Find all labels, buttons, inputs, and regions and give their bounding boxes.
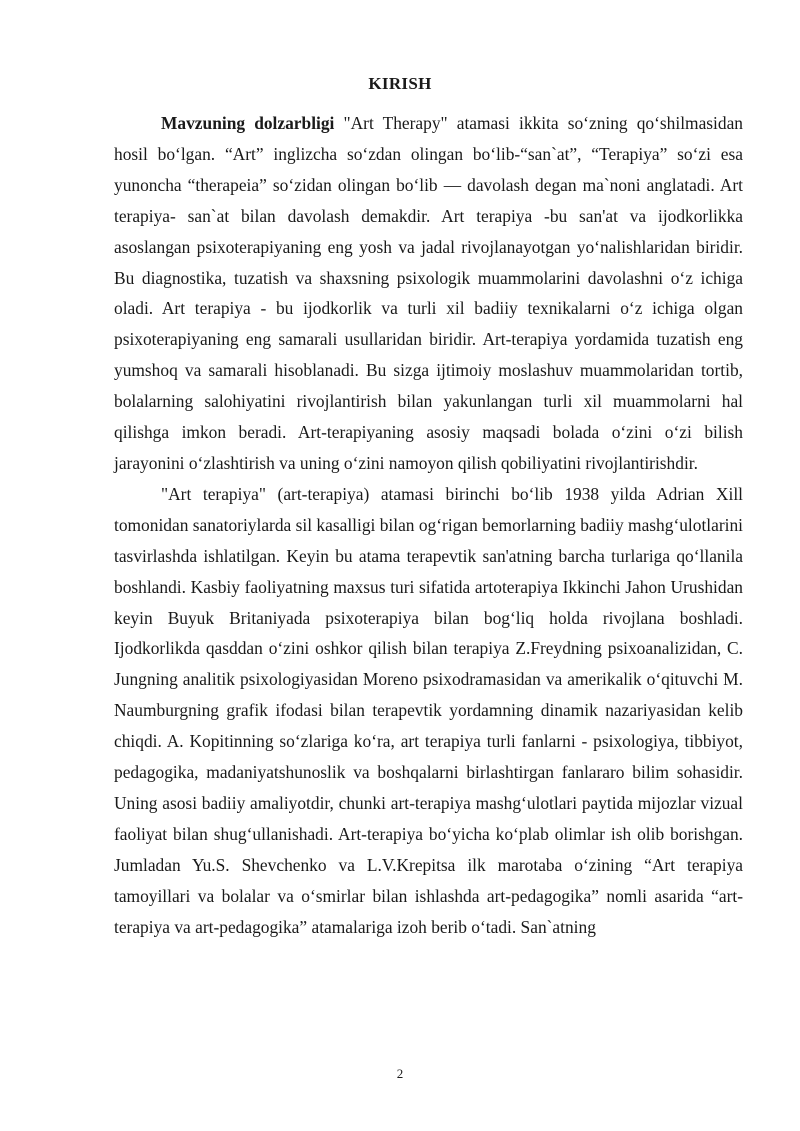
page-title: KIRISH — [368, 74, 432, 93]
body-text — [114, 108, 743, 942]
paragraph-lead-in: Mavzuning dolzarbligi — [161, 113, 335, 133]
paragraph-2 — [114, 479, 743, 943]
paragraph-text: "Art Therapy" atamasi ikkita so‘zning qo‘shilmasidan hosil bo‘lgan. “Art” inglizcha so‘zdan olingan bo‘lib-“san`at”, “Terapiya” so‘zi esa yunoncha “therapeia” so‘zidan olingan bo‘lib — davolash degan ma`noni anglatadi. Art terapiya- san`at bilan davolash demakdir. Art terapiya -bu san'at va ijodkorlikka asoslangan psixoterapiyaning eng yosh va jadal rivojlanayotgan yo‘nalishlaridan biridir. Bu diagnostika, tuzatish va shaxsning psixologik muammolarini davolashni o‘z ichiga oladi. Art terapiya - bu ijodkorlik va turli xil badiiy texnikalarni o‘z ichiga olgan psixoterapiyaning eng samarali usullaridan biridir. Art-terapiya yordamida tuzatish eng yumshoq va samarali hisoblanadi. Bu sizga ijtimoiy moslashuv muammolaridan tortib, bolalarning salohiyatini rivojlantirish bilan yakunlangan turli xil muammolarni hal qilishga imkon beradi. Art-terapiyaning asosiy maqsadi bolada o‘zini o‘zi bilish jarayonini o‘zlashtirish va uning o‘zini namoyon qilish qobiliyatini rivojlantirishdir. — [114, 113, 743, 473]
paragraph-1 — [114, 108, 743, 479]
paragraph-text: "Art terapiya" (art-terapiya) atamasi birinchi bo‘lib 1938 yilda Adrian Xill tomonidan sanatoriylarda sil kasalligi bilan og‘rigan bemorlarning badiiy mashg‘ulotlarini tasvirlashda ishlatilgan. Keyin bu atama terapevtik san'atning barcha turlariga qo‘llanila boshlandi. Kasbiy faoliyatning maxsus turi sifatida artoterapiya Ikkinchi Jahon Urushidan keyin Buyuk Britaniyada psixoterapiya bilan bog‘liq holda rivojlana boshladi. Ijodkorlikda qasddan o‘zini oshkor qilish bilan terapiya Z.Freydning psixoanalizidan, C. Jungning analitik psixologiyasidan Moreno psixodramasidan va amerikalik o‘qituvchi M. Naumburgning grafik ifodasi bilan terapevtik yordamning dinamik nazariyasidan kelib chiqdi. A. Kopitinning so‘zlariga ko‘ra, art terapiya turli fanlarni - psixologiya, tibbiyot, pedagogika, madaniyatshunoslik va boshqalarni birlashtirgan fanlararo bilim sohasidir. Uning asosi badiiy amaliyotdir, chunki art-terapiya mashg‘ulotlari paytida mijozlar vizual faoliyat bilan shug‘ullanishadi. Art-terapiya bo‘yicha ko‘plab olimlar ish olib borishgan. Jumladan Yu.S. Shevchenko va L.V.Krepitsa ilk marotaba o‘zining “Art terapiya tamoyillari va bolalar va o‘smirlar bilan ishlashda art-pedagogika” nomli asarida “art-terapiya va art-pedagogika” atamalariga izoh berib o‘tadi. San`atning — [114, 483, 743, 937]
page-number: 2 — [396, 1066, 404, 1081]
